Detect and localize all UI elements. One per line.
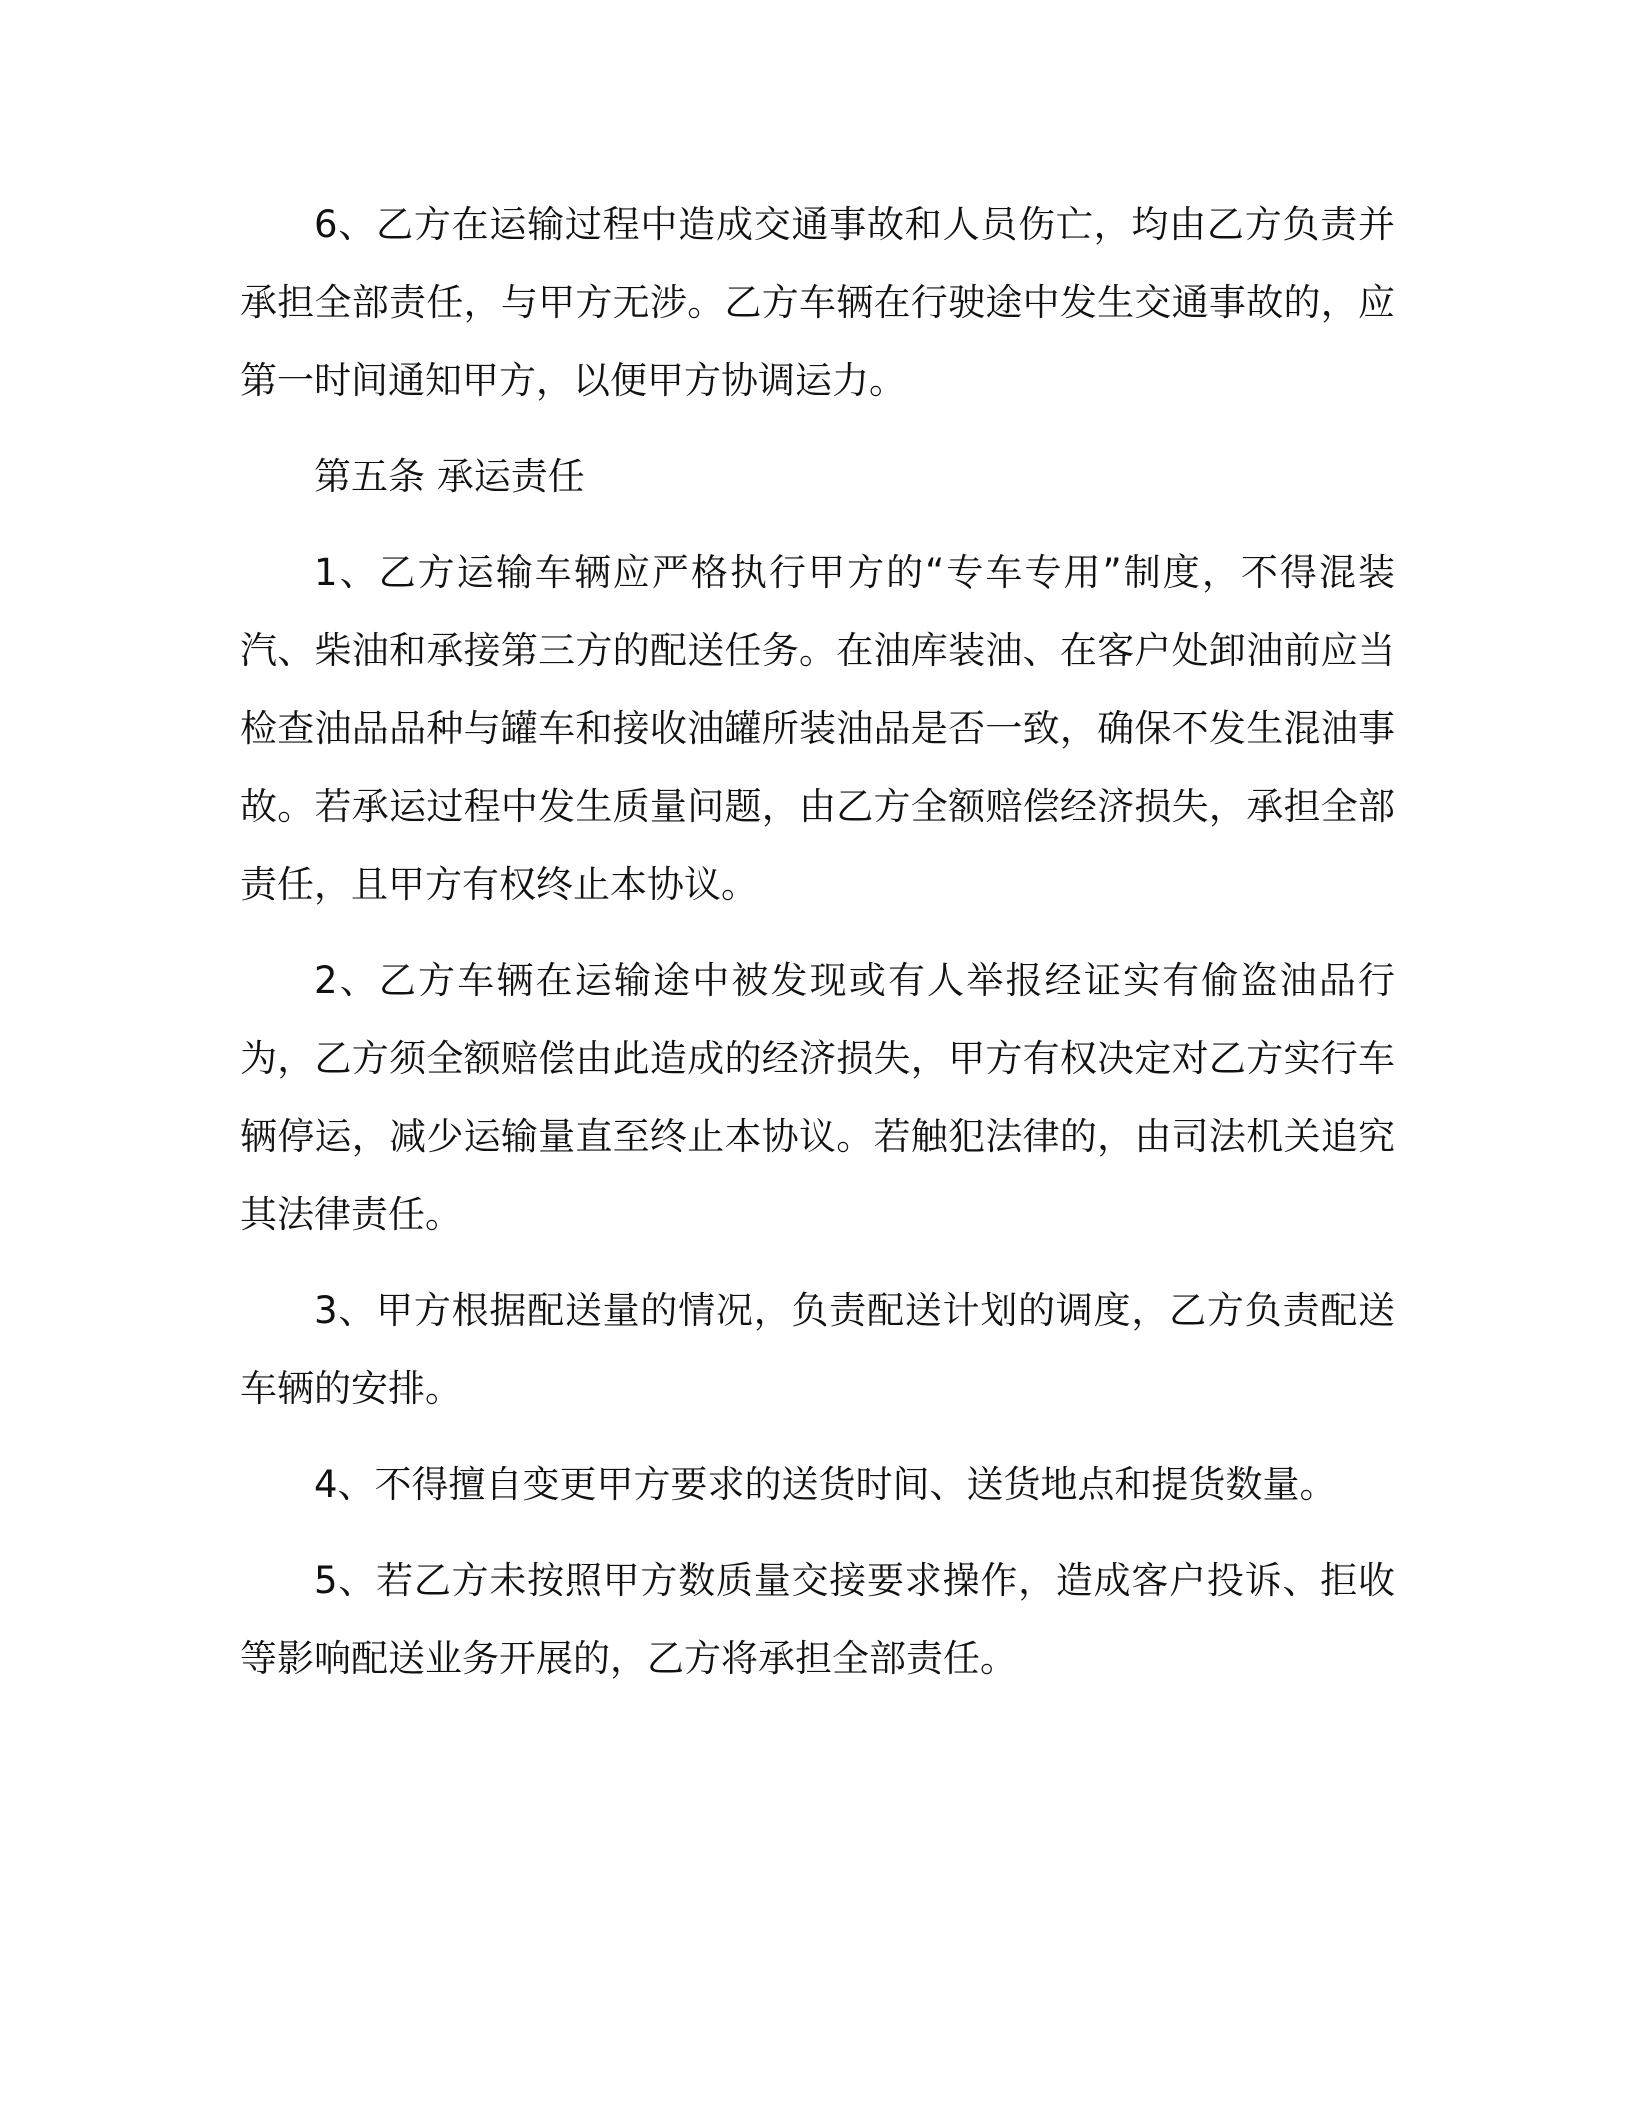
- paragraph-item-1: 1、乙方运输车辆应严格执行甲方的“专车专用”制度，不得混装汽、柴油和承接第三方的配送任务。在油库装油、在客户处卸油前应当检查油品品种与罐车和接收油罐所装油品是否一致，确保不发生混油事故。若承运过程中发生质量问题，由乙方全额赔偿经济损失，承担全部责任，且甲方有权终止本协议。: [240, 551, 1395, 906]
- document-body: [240, 186, 1395, 1698]
- paragraph-item-6: 6、乙方在运输过程中造成交通事故和人员伤亡，均由乙方负责并承担全部责任，与甲方无涉。乙方车辆在行驶途中发生交通事故的，应第一时间通知甲方，以便甲方协调运力。: [240, 203, 1395, 402]
- article-heading: 第五条 承运责任: [314, 455, 585, 498]
- paragraph-item-4: 4、不得擅自变更甲方要求的送货时间、送货地点和提货数量。: [314, 1463, 1337, 1506]
- paragraph-item-5: 5、若乙方未按照甲方数质量交接要求操作，造成客户投诉、拒收等影响配送业务开展的，乙方将承担全部责任。: [240, 1559, 1395, 1680]
- paragraph-item-3: 3、甲方根据配送量的情况，负责配送计划的调度，乙方负责配送车辆的安排。: [240, 1289, 1395, 1410]
- paragraph-item-2: 2、乙方车辆在运输途中被发现或有人举报经证实有偷盗油品行为，乙方须全额赔偿由此造成的经济损失，甲方有权决定对乙方实行车辆停运，减少运输量直至终止本协议。若触犯法律的，由司法机关追究其法律责任。: [240, 959, 1395, 1236]
